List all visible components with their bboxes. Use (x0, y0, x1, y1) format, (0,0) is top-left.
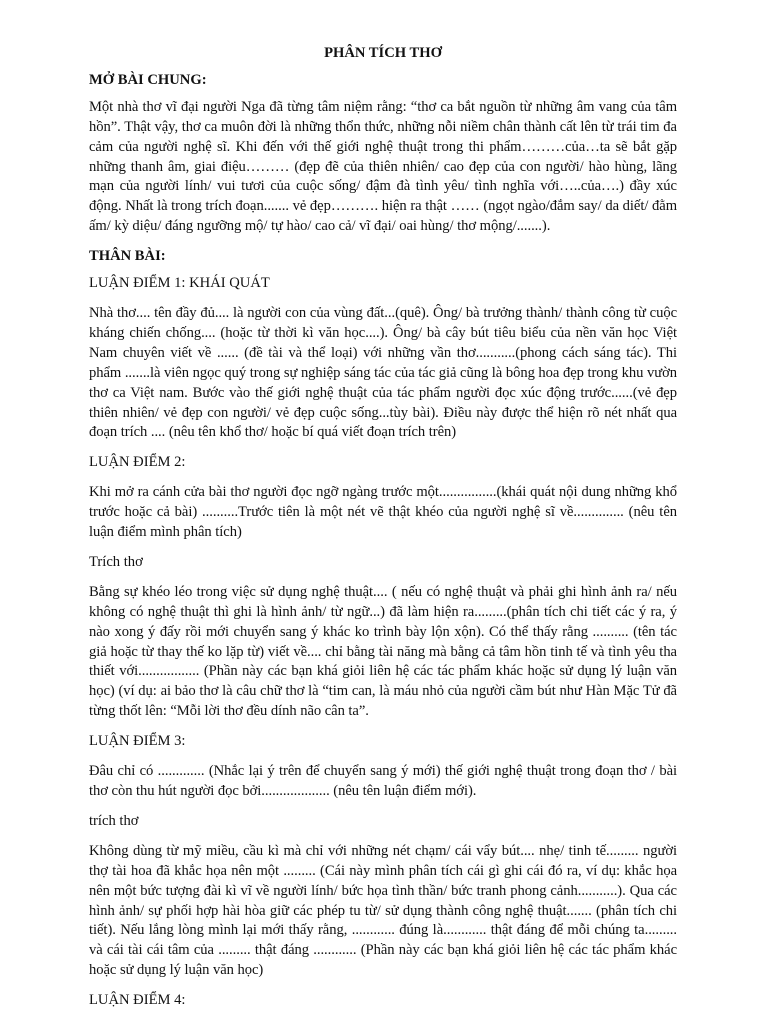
quote-label-1: Trích thơ (89, 553, 143, 570)
point2-paragraph: Khi mở ra cánh cửa bài thơ người đọc ngỡ ngàng trước một................(khái quát nội dung những khổ trước hoặc cả bài) ..........Trước tiên là một nét vẽ thật khéo của người nghệ sĩ về.............. (nêu tên luận điểm mình phân tích) (89, 484, 677, 541)
document-title: PHÂN TÍCH THƠ (324, 45, 442, 61)
quote-label-2: trích thơ (89, 812, 139, 829)
point3-label: LUẬN ĐIỂM 3: (89, 733, 186, 750)
point2-label: LUẬN ĐIỂM 2: (89, 454, 186, 471)
point4-label: LUẬN ĐIỂM 4: (89, 992, 186, 1009)
point1-label: LUẬN ĐIỂM 1: KHÁI QUÁT (89, 275, 270, 292)
point3-paragraph: Đâu chỉ có ............. (Nhắc lại ý trên để chuyển sang ý mới) thế giới nghệ thuật trong đoạn thơ / bài thơ còn thu hút người đọc bởi................... (nêu tên luận điểm mới). (89, 763, 677, 799)
point3-paragraph-2: Không dùng từ mỹ miều, cầu kì mà chỉ với những nét chạm/ cái vẩy bút.... nhẹ/ tinh tế......... người thợ tài hoa đã khắc họa nên một ......... (Cái này mình phân tích cái gì ghi cái đó ra, ví dụ: khắc họa nên một bức tượng đài kì vĩ về người lính/ bức họa tình thần/ bức tranh phong cảnh...........). Qua các hình ảnh/ sự phối hợp hài hòa giữ các phép tu từ/ sử dụng thành công nghệ thuật....... (phân tích chi tiết). Nếu lắng lòng mình lại mới thấy rằng, ............ đúng là............ thật đáng để mỗi chúng ta......... và cái tài cái tâm của ......... thật đáng ............ (Phần này các bạn khá giỏi liên hệ các tác phẩm khác hoặc sử dụng lý luận văn học) (89, 842, 677, 979)
document-page (89, 44, 677, 1021)
point2-paragraph-2: Bằng sự khéo léo trong việc sử dụng nghệ thuật.... ( nếu có nghệ thuật và phải ghi hình ảnh ra/ nếu không có nghệ thuật thì ghi là hình ảnh/ từ ngữ...) đã làm hiện ra.........(phân tích chi tiết các ý ra, ý nào xong ý đấy rồi mới chuyển sang ý khác ko trình bày lộn xộn). Có thể thấy rằng .......... (tên tác giả hoặc từ thay thế ko lặp từ) viết về.... chỉ bằng tài năng mà bằng cả tâm hồn tinh tế và tình yêu tha thiết với................. (Phần này các bạn khá giỏi liên hệ các tác phẩm khác hoặc sử dụng lý luận văn học) (ví dụ: ai bảo thơ là câu chữ thơ là “tim can, là máu nhỏ của người cầm bút như Hàn Mặc Tử đã từng thốt lên: “Mỗi lời thơ đều dính não cân ta”. (89, 583, 677, 720)
point1-paragraph: Nhà thơ.... tên đầy đủ.... là người con của vùng đất...(quê). Ông/ bà trưởng thành/ thành công từ cuộc kháng chiến chống.... (hoặc từ thời kì văn học....). Ông/ bà cây bút tiêu biểu của nền văn học Việt Nam chuyên viết về ...... (đề tài và thể loại) với những vần thơ...........(phong cách sáng tác). Thi phẩm .......là viên ngọc quý trong sự nghiệp sáng tác của tác giả cũng là bông hoa đẹp trong khu vườn thơ ca Việt nam. Bước vào thế giới nghệ thuật của tác phẩm người đọc xúc động trước......(vẻ đẹp thiên nhiên/ vẻ đẹp con người/ vẻ đẹp cuộc sống...tùy bài). Điều này được thể hiện rõ nét nhất qua đoạn trích .... (nêu tên khổ thơ/ hoặc bí quá viết đoạn trích trên) (89, 304, 677, 441)
intro-paragraph: Một nhà thơ vĩ đại người Nga đã từng tâm niệm rằng: “thơ ca bắt nguồn từ những âm vang của tâm hồn”. Thật vậy, thơ ca muôn đời là những thổn thức, những nỗi niềm chân thành cất lên từ trái tim đa cảm của người nghệ sĩ. Khi đến với thế giới nghệ thuật trong thi phẩm………của…ta sẽ bắt gặp những thanh âm, giai điệu……… (đẹp đẽ của thiên nhiên/ cao đẹp của con người/ hào hùng, lãng mạn của người lính/ vui tươi của cuộc sống/ đậm đà tình yêu/ tình nghĩa với…..của….) đầy xúc động. Nhất là trong trích đoạn....... vẻ đẹp………. hiện ra thật …… (ngọt ngào/đắm say/ da diết/ đằm ấm/ kỳ diệu/ đáng ngưỡng mộ/ tự hào/ cao cả/ vĩ đại/ oai hùng/ thơ mộng/.......). (89, 98, 677, 235)
body-heading: THÂN BÀI: (89, 248, 166, 265)
intro-heading: MỞ BÀI CHUNG: (89, 71, 207, 88)
